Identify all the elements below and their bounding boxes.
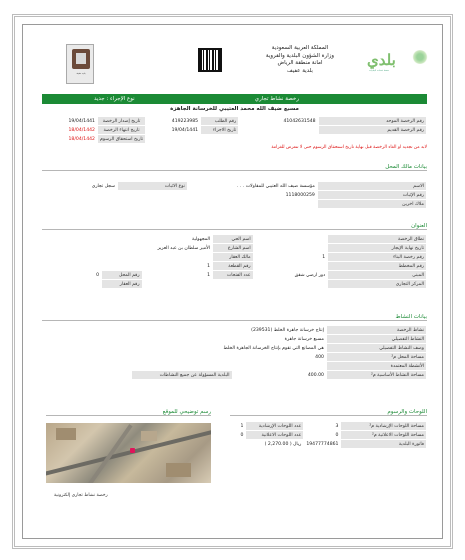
shop-area: 400 bbox=[43, 353, 326, 361]
issue-date: 19/04/1441 bbox=[43, 117, 97, 125]
id-number-label: رقم الإثبات bbox=[318, 191, 426, 199]
property-owner bbox=[143, 253, 213, 261]
openings-count-label: عدد الفتحات bbox=[213, 271, 253, 279]
owner-table bbox=[42, 181, 427, 209]
section-title-map: رسم توضيحي للموقع bbox=[46, 408, 211, 416]
table-row bbox=[43, 371, 426, 379]
owner-name-label: الاسم bbox=[318, 182, 426, 190]
responsible-municipality bbox=[43, 371, 131, 379]
establishment-name: مسبع ضيف الله محمد العتيبي للخرسانة الجاهزة bbox=[170, 106, 299, 112]
qr-code-icon bbox=[198, 48, 222, 72]
org-line: بلدية عفيف bbox=[287, 67, 313, 74]
action-date-label: تاريخ الاجراء bbox=[201, 126, 238, 134]
property-owner-label: مالك العقار bbox=[213, 253, 253, 261]
table-row bbox=[43, 344, 426, 352]
issue-date-label: تاريخ إصدار الرخصة bbox=[98, 117, 145, 125]
section-title-signs: اللوحات والرسوم bbox=[230, 408, 427, 416]
guide-signs-count: 1 bbox=[231, 422, 245, 430]
table-row bbox=[43, 244, 426, 252]
location-pin-icon bbox=[130, 448, 135, 453]
property-number-label: رقم العقار bbox=[102, 280, 141, 288]
unified-license-number: 41042631548 bbox=[239, 117, 317, 125]
table-row bbox=[43, 182, 426, 190]
renewal-note: لابد من تجديد او الغاء الرخصة قبل نهاية تاريخ استحقاق الرسوم حتى لا تتعرض للغرامة bbox=[271, 145, 427, 150]
license-scope-label: نطاق الرخصة bbox=[328, 235, 426, 243]
guide-signs-area-label: مساحة اللوحات الإرشادية م² bbox=[341, 422, 426, 430]
plan-number bbox=[254, 262, 328, 270]
table-row bbox=[231, 431, 426, 439]
municipality-logo bbox=[66, 44, 94, 84]
municipality-invoice-label: فاتورة البلدية bbox=[341, 440, 426, 448]
id-type-label: نوع الاثبات bbox=[118, 182, 187, 190]
table-row bbox=[43, 326, 426, 334]
table-row bbox=[43, 191, 426, 199]
commercial-center bbox=[254, 280, 328, 288]
commercial-center-label: المركز التجاري bbox=[328, 280, 426, 288]
table-row bbox=[43, 117, 426, 125]
baladi-logo bbox=[365, 48, 430, 78]
table-row bbox=[43, 200, 426, 208]
baladi-logo-word: بلدي bbox=[367, 51, 396, 69]
table-row bbox=[43, 262, 426, 270]
request-number-label: رقم الطلب bbox=[201, 117, 238, 125]
organization-block bbox=[255, 45, 345, 75]
building: دور ارضي شقق bbox=[254, 271, 328, 279]
ad-signs-area-label: مساحة اللوحات الاعلانية م² bbox=[341, 431, 426, 439]
table-row bbox=[43, 362, 426, 370]
building-label: المبنى bbox=[328, 271, 426, 279]
table-row bbox=[43, 126, 426, 134]
shop-number-label: رقم المحل bbox=[102, 271, 141, 279]
table-row bbox=[43, 280, 426, 288]
address-table bbox=[42, 234, 427, 289]
activity-description: هي المصانع التي تقوم بإنتاج الخرسانة الجاهزة الخلط bbox=[43, 344, 326, 352]
signs-table bbox=[230, 421, 427, 449]
expiry-date: 18/04/1442 bbox=[43, 126, 97, 134]
ad-signs-area: 0 bbox=[304, 431, 340, 439]
owner-name: . . . مؤسسة ضيف الله العتيبي للمقاولات bbox=[188, 182, 317, 190]
ad-signs-count-label: عدد اللوحات الاعلانية bbox=[246, 431, 303, 439]
section-title-owner: بيانات مالك المحل bbox=[42, 163, 427, 171]
fees-due-date-label: تاريخ استحقاق الرسوم bbox=[99, 136, 144, 142]
lease-end-date bbox=[254, 244, 328, 252]
detailed-activity: مسبع خرسانة جاهزة bbox=[43, 335, 326, 343]
invoice-amount: ( 2,270.00 ) ريال bbox=[231, 440, 303, 448]
table-row bbox=[231, 422, 426, 430]
id-type: سجل تجاري bbox=[43, 182, 117, 190]
table-row bbox=[43, 335, 426, 343]
responsible-municipality-label: البلدية المسؤولة عن جميع النشاطات bbox=[132, 371, 231, 379]
old-license-number-label: رقم الرخصة القديم bbox=[319, 126, 426, 134]
other-owners bbox=[188, 200, 317, 208]
plot-number-label: رقم القطعة bbox=[213, 262, 253, 270]
location-map[interactable] bbox=[46, 423, 211, 483]
plan-number-label: رقم المخطط bbox=[328, 262, 426, 270]
org-line: وزارة الشؤون البلدية والقروية bbox=[265, 52, 335, 59]
footer-text: رخصة نشاط تجاري إلكترونية bbox=[54, 493, 108, 498]
license-activity-label: نشاط الرخصة bbox=[327, 326, 426, 334]
activity-table bbox=[42, 325, 427, 380]
palm-icon bbox=[412, 50, 428, 64]
license-activity: إنتاج خرسانة جاهزة الخلط (239531) bbox=[43, 326, 326, 334]
district-label: اسم الحي bbox=[213, 235, 253, 243]
logo-caption: بلدية عفيف bbox=[76, 73, 86, 75]
request-type: نوع الإجراء : جديد bbox=[94, 96, 135, 102]
district: المجهولية bbox=[143, 235, 213, 243]
table-row bbox=[43, 253, 426, 261]
building-permit-number: 1 bbox=[254, 253, 328, 261]
property-number bbox=[43, 280, 101, 288]
fees-due-date: 18/04/1442 bbox=[43, 135, 97, 143]
action-date: 19/04/1441 bbox=[146, 126, 200, 134]
document-header bbox=[30, 40, 435, 90]
shop-area-label: مساحة المحل م² bbox=[327, 353, 426, 361]
municipality-invoice-number: 19477774861 bbox=[306, 441, 339, 447]
table-row bbox=[231, 440, 426, 448]
expiry-date-label: تاريخ انتهاء الرخصة bbox=[98, 126, 145, 134]
building-permit-number-label: رقم رخصة البناء bbox=[328, 253, 426, 261]
approved-activities-label: الأنشطة المعتمدة bbox=[327, 362, 426, 370]
license-banner bbox=[42, 94, 427, 104]
id-number: 1118000259 bbox=[188, 191, 317, 199]
table-row bbox=[43, 235, 426, 243]
street: الأمير سلطان بن عبد العزيز bbox=[143, 244, 213, 252]
shop-number: 0 bbox=[43, 271, 101, 279]
org-line: المملكة العربية السعودية bbox=[271, 45, 329, 51]
detailed-activity-label: النشاط التفصيلي bbox=[327, 335, 426, 343]
table-row bbox=[43, 353, 426, 361]
unified-license-number-label: رقم الرخصة الموحد bbox=[319, 117, 426, 125]
table-row bbox=[43, 135, 426, 143]
license-title: رخصة نشاط تجاري bbox=[254, 96, 299, 102]
old-license-number bbox=[239, 126, 317, 134]
ad-signs-count: 0 bbox=[231, 431, 245, 439]
lease-end-date-label: تاريخ نهاية الإيجار bbox=[328, 244, 426, 252]
activity-description-label: وصف النشاط التفصيلي bbox=[327, 344, 426, 352]
org-line: امانة منطقة الرياض bbox=[277, 60, 323, 66]
section-title-activity: بيانات النشاط bbox=[42, 313, 427, 321]
other-owners-label: ملاك اخرين bbox=[318, 200, 426, 208]
baladi-logo-sub: منصة خدمات البلديات bbox=[369, 69, 389, 72]
license-scope bbox=[254, 235, 328, 243]
table-row bbox=[43, 271, 426, 279]
request-number: 419223985 bbox=[146, 117, 200, 125]
guide-signs-count-label: عدد اللوحات الإرشادية bbox=[246, 422, 303, 430]
plot-number: 1 bbox=[143, 262, 213, 270]
section-title-address: العنوان bbox=[42, 222, 427, 230]
license-info-table bbox=[42, 116, 427, 144]
approved-activities bbox=[43, 362, 326, 370]
openings-count: 1 bbox=[143, 271, 213, 279]
street-label: اسم الشارع bbox=[213, 244, 253, 252]
main-activity-area-label: مساحة النشاط الأساسية م² bbox=[327, 371, 426, 379]
guide-signs-area: 3 bbox=[304, 422, 340, 430]
main-activity-area: 400.00 bbox=[233, 371, 326, 379]
